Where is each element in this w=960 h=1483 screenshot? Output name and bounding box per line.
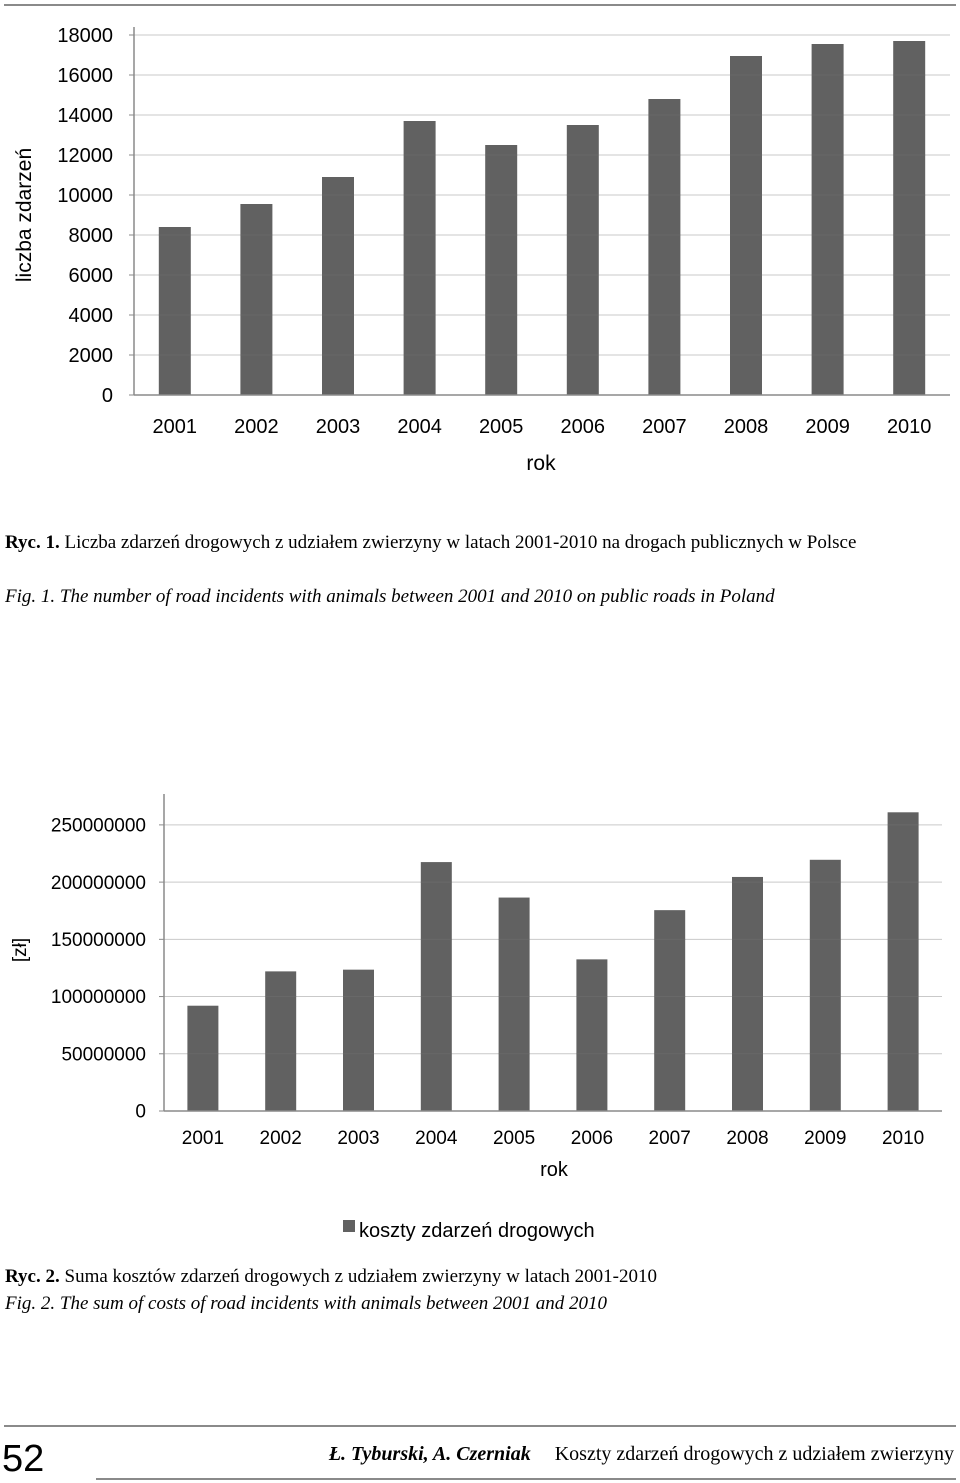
x-tick-label: 2002 — [234, 416, 279, 438]
footer-authors: Ł. Tyburski, A. Czerniak — [328, 1443, 531, 1465]
x-tick-label: 2007 — [642, 416, 687, 438]
bar-2005 — [485, 145, 517, 395]
running-footer — [329, 1443, 954, 1466]
bar-2007 — [648, 99, 680, 395]
fig1-caption-lead: Ryc. 1. — [5, 532, 60, 553]
y-tick-label: 2000 — [68, 345, 113, 367]
chart1-ylabel: liczba zdarzeń — [13, 147, 36, 283]
bar-2001 — [159, 227, 191, 395]
bar-2004 — [421, 862, 452, 1111]
bar-2009 — [810, 860, 841, 1111]
y-tick-label: 250000000 — [50, 815, 146, 837]
legend-swatch — [343, 1220, 355, 1232]
bar-2006 — [576, 959, 607, 1111]
x-tick-label: 2010 — [886, 416, 932, 438]
bar-2002 — [240, 204, 272, 395]
chart1-xlabel: rok — [526, 452, 556, 475]
footer-rule-bottom — [96, 1478, 956, 1480]
bar-2007 — [654, 910, 685, 1111]
chart-incidents — [0, 0, 960, 490]
fig2-caption-lead: Ryc. 2. — [5, 1266, 60, 1287]
bar-2008 — [732, 877, 763, 1111]
fig1-caption-pl — [5, 530, 940, 555]
x-tick-label: 2006 — [570, 1128, 614, 1149]
chart-costs — [0, 790, 960, 1250]
bar-2001 — [187, 1006, 218, 1111]
legend-label: koszty zdarzeń drogowych — [359, 1220, 595, 1242]
y-tick-label: 10000 — [57, 185, 113, 207]
bar-2002 — [265, 971, 296, 1111]
x-tick-label: 2008 — [723, 416, 769, 438]
fig2-caption-text: Suma kosztów zdarzeń drogowych z udziałem zwierzyny w latach 2001-2010 — [64, 1266, 657, 1287]
y-tick-label: 150000000 — [50, 929, 146, 951]
x-tick-label: 2003 — [315, 416, 361, 438]
y-tick-label: 12000 — [57, 145, 113, 167]
y-tick-label: 50000000 — [61, 1044, 146, 1066]
bar-2003 — [343, 970, 374, 1111]
bar-2004 — [404, 121, 436, 395]
chart2-xlabel: rok — [540, 1159, 568, 1181]
x-tick-label: 2002 — [259, 1128, 302, 1149]
fig2-caption-en: Fig. 2. The sum of costs of road incidents with animals between 2001 and 2010 — [5, 1293, 607, 1314]
bar-2003 — [322, 177, 354, 395]
bar-2008 — [730, 56, 762, 395]
y-tick-label: 0 — [101, 385, 113, 407]
x-tick-label: 2006 — [560, 416, 606, 438]
footer-title: Koszty zdarzeń drogowych z udziałem zwierzyny — [554, 1443, 954, 1465]
y-tick-label: 4000 — [68, 305, 113, 327]
chart2-xticks — [182, 1128, 924, 1149]
chart2-ylabel: [zł] — [10, 937, 31, 963]
y-tick-label: 6000 — [68, 265, 113, 287]
fig1-caption-text: Liczba zdarzeń drogowych z udziałem zwierzyny w latach 2001-2010 na drogach publicznych w Polsce — [64, 532, 857, 553]
y-tick-label: 16000 — [57, 65, 113, 87]
x-tick-label: 2005 — [492, 1128, 536, 1149]
fig1-caption-en: Fig. 1. The number of road incidents with animals between 2001 and 2010 on public roads in Poland — [5, 586, 775, 607]
x-tick-label: 2010 — [881, 1128, 925, 1149]
chart2-bars — [187, 812, 918, 1111]
y-tick-label: 200000000 — [50, 872, 146, 894]
x-tick-label: 2005 — [478, 416, 524, 438]
page-number: 52 — [2, 1438, 45, 1480]
chart1-xticks — [153, 416, 932, 438]
chart1-yticks — [57, 25, 113, 407]
x-tick-label: 2003 — [337, 1128, 380, 1149]
x-tick-label: 2001 — [181, 1128, 225, 1149]
footer-rule — [4, 1425, 956, 1427]
y-tick-label: 18000 — [57, 25, 113, 47]
bar-2010 — [893, 41, 925, 395]
bar-2005 — [499, 898, 530, 1111]
x-tick-label: 2007 — [648, 1128, 691, 1149]
chart1-bars — [159, 41, 925, 395]
x-tick-label: 2009 — [804, 1128, 847, 1149]
x-tick-label: 2008 — [726, 1128, 769, 1149]
x-tick-label: 2004 — [397, 416, 442, 438]
y-tick-label: 8000 — [68, 225, 113, 247]
fig2-caption-pl — [5, 1264, 940, 1289]
y-tick-label: 14000 — [57, 105, 113, 127]
x-tick-label: 2004 — [415, 1128, 458, 1149]
y-tick-label: 100000000 — [50, 987, 146, 1009]
y-tick-label: 0 — [135, 1101, 146, 1123]
x-tick-label: 2001 — [152, 416, 198, 438]
bar-2009 — [812, 44, 844, 395]
x-tick-label: 2009 — [805, 416, 850, 438]
bar-2010 — [888, 812, 919, 1111]
chart2-yticks — [51, 816, 146, 1123]
